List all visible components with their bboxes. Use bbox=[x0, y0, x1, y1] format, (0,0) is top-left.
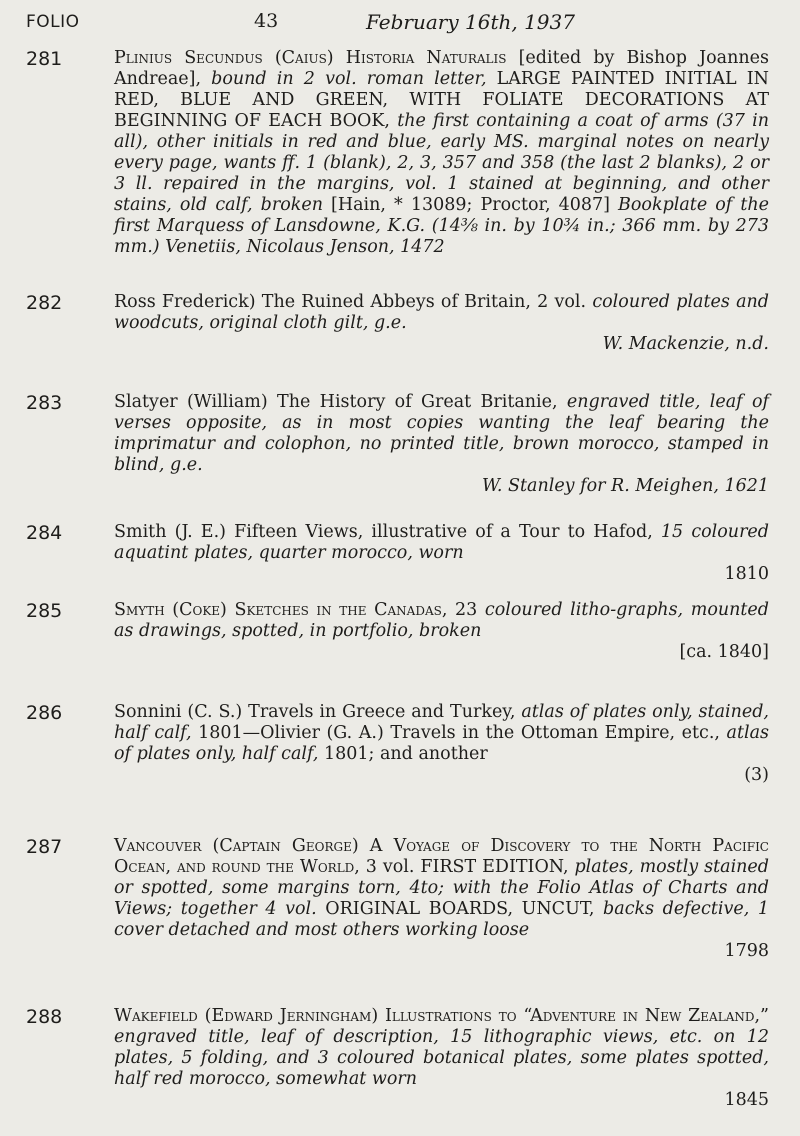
lot-text-run: LARGE PAINTED INITIAL IN RED, BLUE AND GREEN, WITH FOLIATE DECORATIONS AT BEGINNING OF EACH BOOK, bbox=[114, 69, 769, 131]
lot-number: 284 bbox=[26, 522, 63, 544]
lot-entry bbox=[26, 48, 786, 258]
lot-text-run: Wakefield (Edward Jerningham) Illustrations to “Adventure in New Zealand,” bbox=[114, 1006, 769, 1026]
lot-text-run: Bookplate of the first Marquess of Lansdowne, K.G. (14⅜ in. by 10¾ in.; 366 mm. by 273 mm.) bbox=[114, 195, 769, 257]
lot-text-run: atlas of plates only, stained, half calf, bbox=[114, 702, 769, 743]
sale-date: February 16th, 1937 bbox=[366, 10, 575, 34]
lot-number: 286 bbox=[26, 702, 63, 724]
lot-text-run: 23 bbox=[447, 600, 485, 620]
lot-imprint: 1810 bbox=[724, 564, 769, 584]
lot-entry bbox=[26, 836, 786, 962]
lot-number: 281 bbox=[26, 48, 63, 70]
lot-imprint: W. Mackenzie, n.d. bbox=[602, 334, 769, 354]
lot-imprint: [ca. 1840] bbox=[679, 642, 769, 662]
lot-text-run: FIRST EDITION, bbox=[420, 857, 569, 877]
page-number: 43 bbox=[254, 10, 279, 32]
lot-text-run: backs defective, 1 cover detached and most others working loose bbox=[114, 899, 769, 940]
lot-description bbox=[114, 48, 769, 258]
lot-text-run: plates, mostly stained or spotted, some margins torn, 4to; with the Folio Atlas of Charts and Views; together 4 vol. bbox=[114, 857, 769, 919]
lot-entry bbox=[26, 392, 786, 497]
lot-entry bbox=[26, 292, 786, 355]
lot-number: 287 bbox=[26, 836, 63, 858]
lot-text-run: Plinius Secundus (Caius) Historia Naturalis bbox=[114, 48, 507, 68]
lot-imprint: W. Stanley for R. Meighen, 1621 bbox=[481, 476, 769, 496]
lot-entry bbox=[26, 1006, 786, 1111]
lot-text-run: bound in 2 vol. roman letter, bbox=[211, 69, 497, 89]
page-header bbox=[26, 8, 776, 38]
lot-imprint: 1798 bbox=[724, 941, 769, 961]
lot-entry bbox=[26, 522, 786, 585]
lot-number: 283 bbox=[26, 392, 63, 414]
lot-text-run: coloured plates and woodcuts, original cloth gilt, g.e. bbox=[114, 292, 769, 333]
lot-description bbox=[114, 836, 769, 962]
lot-text-run: Smyth (Coke) Sketches in the Canadas, bbox=[114, 600, 448, 620]
lot-text-run: Venetiis, Nicolaus Jenson, 1472 bbox=[165, 237, 445, 257]
lot-imprint: 1845 bbox=[724, 1090, 769, 1110]
lot-text-run: engraved title, leaf of verses opposite, as in most copies wanting the leaf bearing the imprimatur and colophon, no printed title, brown morocco, stamped in blind, g.e. bbox=[114, 392, 769, 475]
lot-number: 285 bbox=[26, 600, 63, 622]
lot-description bbox=[114, 702, 769, 786]
lot-entry bbox=[26, 600, 786, 663]
lot-description bbox=[114, 392, 769, 497]
lot-description bbox=[114, 1006, 769, 1111]
lot-text-run: atlas of plates only, half calf, bbox=[114, 723, 769, 764]
lot-text-run: Ross Frederick) The Ruined Abbeys of Britain, 2 vol. bbox=[114, 292, 593, 312]
lot-text-run: 1801—Olivier (G. A.) Travels in the Ottoman Empire, etc., bbox=[191, 723, 727, 743]
lot-description bbox=[114, 522, 769, 585]
lot-text-run: Sonnini (C. S.) Travels in Greece and Turkey, bbox=[114, 702, 522, 722]
lot-text-run: Slatyer (William) The History of Great Britanie, bbox=[114, 392, 567, 412]
lot-description bbox=[114, 600, 769, 663]
lot-text-run: 15 coloured aquatint plates, quarter morocco, worn bbox=[114, 522, 769, 563]
lot-text-run: ORIGINAL BOARDS, UNCUT, bbox=[325, 899, 595, 919]
lot-number: 282 bbox=[26, 292, 63, 314]
lot-entry bbox=[26, 702, 786, 786]
lot-imprint: (3) bbox=[744, 765, 769, 785]
lot-text-run: [Hain, * 13089; Proctor, 4087] bbox=[322, 195, 619, 215]
lot-text-run: the first containing a coat of arms (37 in all), other initials in red and blue, early MS. marginal notes on nearly every page, wants ff. 1 (blank), 2, 3, 357 and 358 (the last 2 blanks), 2 or 3 ll. repaired in the margins, vol. 1 stained at beginning, and other stains, old calf, broken bbox=[114, 111, 769, 215]
lot-description bbox=[114, 292, 769, 355]
lot-text-run: Vancouver (Captain George) A Voyage of Discovery to the North Pacific Ocean, and round the World, bbox=[114, 836, 769, 877]
lot-text-run: 1801; and another bbox=[318, 744, 488, 764]
lot-text-run: 3 vol. bbox=[359, 857, 421, 877]
folio-label: FOLIO bbox=[26, 12, 80, 32]
lot-text-run: [edited by Bishop Joannes Andreae], bbox=[114, 48, 769, 89]
lot-text-run: Smith (J. E.) Fifteen Views, illustrative of a Tour to Hafod, bbox=[114, 522, 661, 542]
lot-number: 288 bbox=[26, 1006, 63, 1028]
lot-text-run: coloured litho-graphs, mounted as drawings, spotted, in portfolio, broken bbox=[114, 600, 769, 641]
lot-text-run: engraved title, leaf of description, 15 lithographic views, etc. on 12 plates, 5 folding, and 3 coloured botanical plates, some plates spotted, half red morocco, somewhat worn bbox=[114, 1027, 769, 1089]
